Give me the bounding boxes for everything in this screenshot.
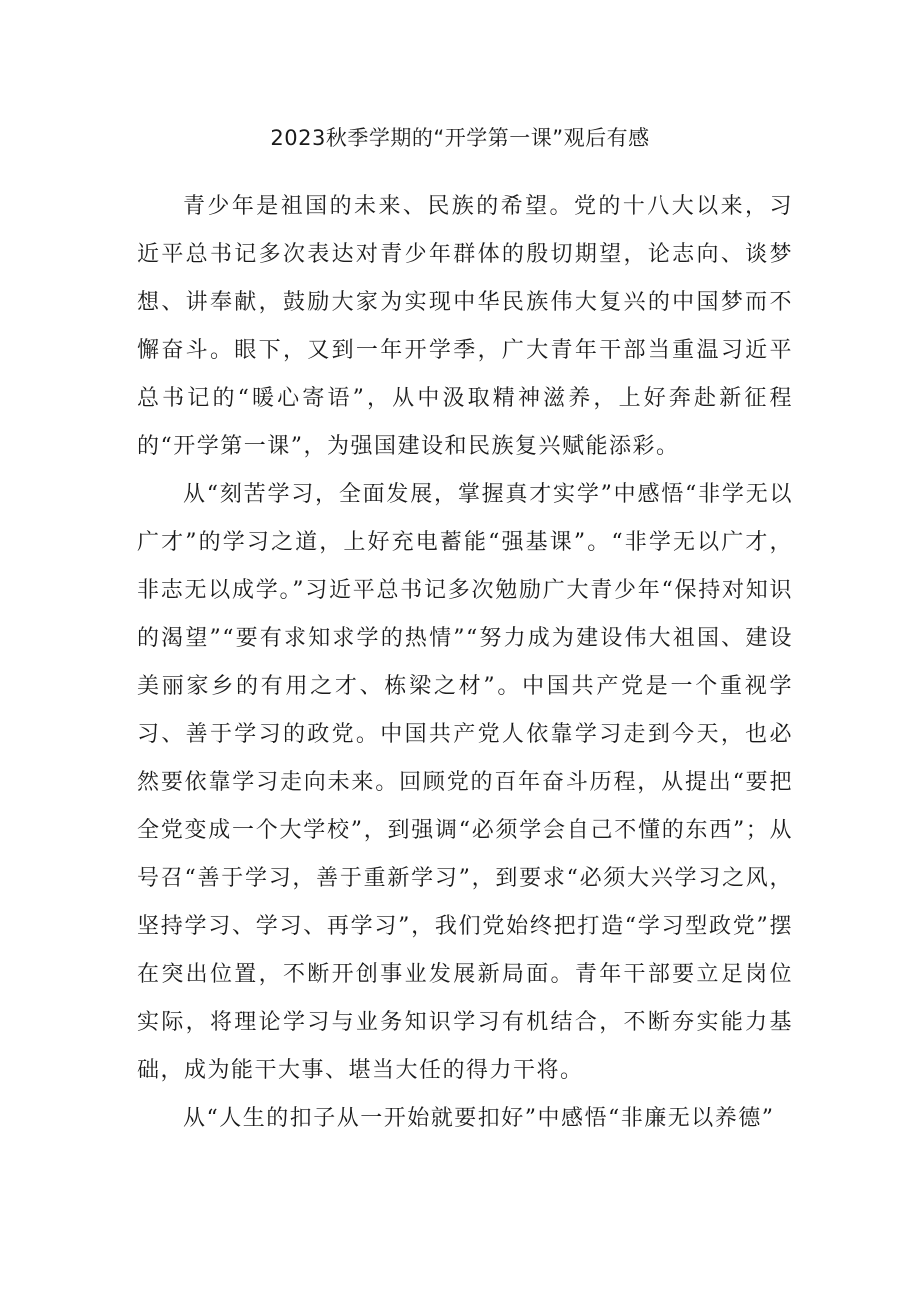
paragraph-1: 青少年是祖国的未来、民族的希望。党的十八大以来，习近平总书记多次表达对青少年群体的殷切期望，论志向、谈梦想、讲奉献，鼓励大家为实现中华民族伟大复兴的中国梦而不懈奋斗。眼下，又到一年开学季，广大青年干部当重温习近平总书记的“暖心寄语”，从中汲取精神滋养，上好奔赴新征程的“开学第一课”，为强国建设和民族复兴赋能添彩。	[137, 194, 793, 459]
paragraph-3: 从“人生的扣子从一开始就要扣好”中感悟“非廉无以养德”	[183, 1106, 775, 1131]
document-body	[137, 183, 793, 1143]
paragraph-2: 从“刻苦学习，全面发展，掌握真才实学”中感悟“非学无以广才”的学习之道，上好充电蓄能“强基课”。“非学无以广才，非志无以成学。”习近平总书记多次勉励广大青少年“保持对知识的渴望”“要有求知求学的热情”“努力成为建设伟大祖国、建设美丽家乡的有用之才、栋梁之材”。中国共产党是一个重视学习、善于学习的政党。中国共产党人依靠学习走到今天，也必然要依靠学习走向未来。回顾党的百年奋斗历程，从提出“要把全党变成一个大学校”，到强调“必须学会自己不懂的东西”；从号召“善于学习，善于重新学习”，到要求“必须大兴学习之风，坚持学习、学习、再学习”，我们党始终把打造“学习型政党”摆在突出位置，不断开创事业发展新局面。青年干部要立足岗位实际，将理论学习与业务知识学习有机结合，不断夯实能力基础，成为能干大事、堪当大任的得力干将。	[137, 482, 793, 1083]
document-title: 2023秋季学期的“开学第一课”观后有感	[270, 126, 650, 150]
